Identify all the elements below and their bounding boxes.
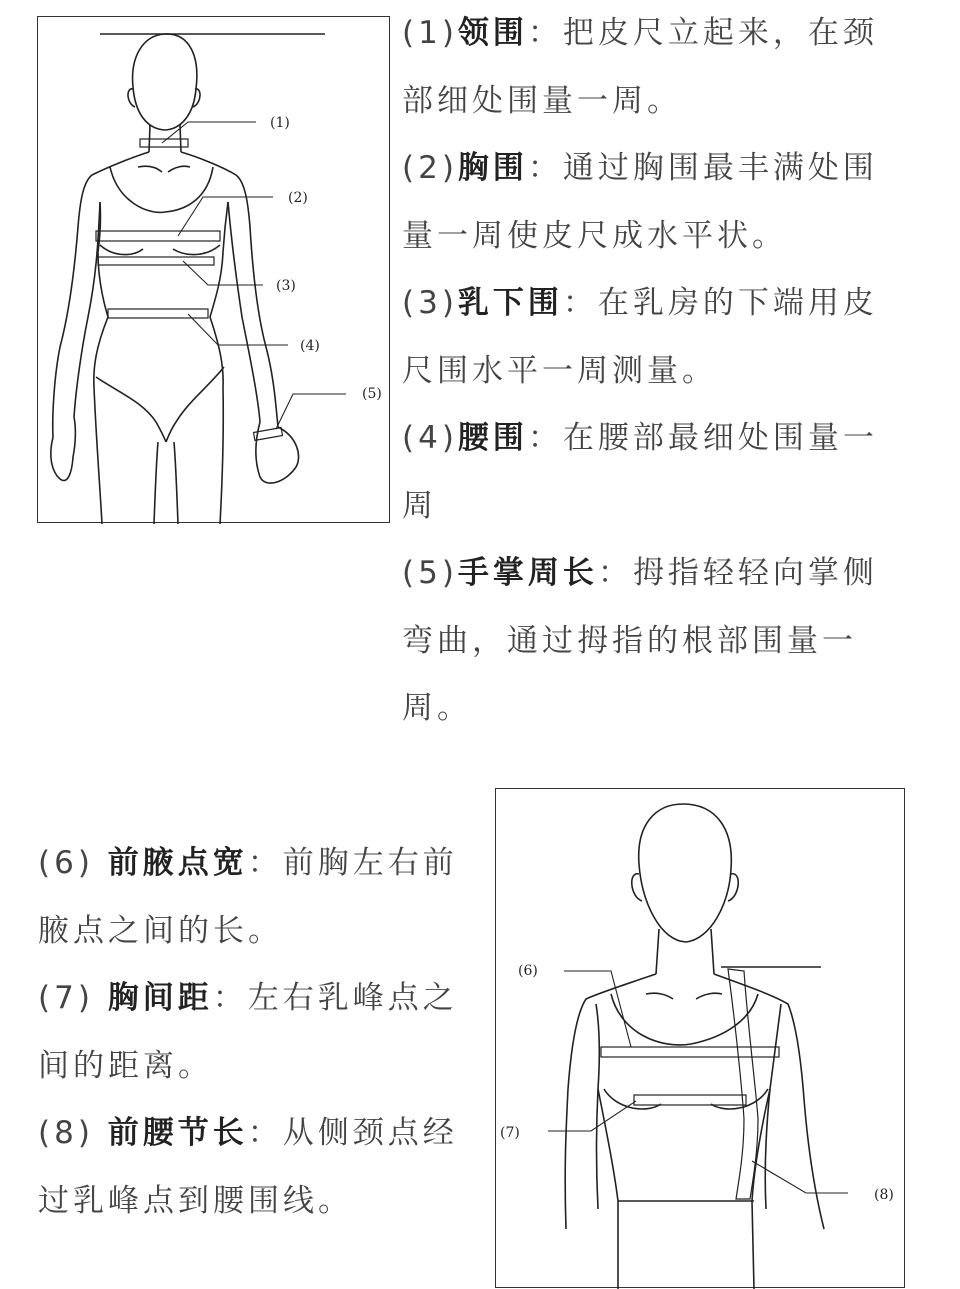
item-separator: ：	[562, 285, 598, 321]
figure-label-8: (8)	[874, 1187, 894, 1203]
figure-label-2: (2)	[288, 190, 308, 206]
item-term: 手掌周长	[457, 555, 598, 591]
item-term: 乳下围	[457, 285, 563, 321]
measurement-item-1	[402, 0, 907, 135]
item-separator: ：	[247, 845, 283, 881]
figure-label-5: (5)	[362, 386, 382, 402]
item-term: 领围	[457, 15, 528, 51]
measurement-item-7	[38, 965, 478, 1100]
item-separator: ：	[527, 15, 563, 51]
measurement-item-4	[402, 405, 907, 540]
item-description: 把皮尺立起来，在颈部细处围量一周。	[402, 15, 878, 119]
figure-label-4: (4)	[300, 338, 320, 354]
measurement-descriptions-1	[402, 0, 907, 743]
body-outline-illustration-1	[38, 17, 391, 524]
item-number: (1)	[402, 15, 458, 51]
figure-label-6: (6)	[518, 963, 538, 979]
measurement-item-8	[38, 1100, 478, 1235]
item-number: (6)	[38, 845, 108, 881]
measurement-item-6	[38, 830, 478, 965]
figure-label-3: (3)	[276, 278, 296, 294]
item-separator: ：	[212, 980, 248, 1016]
figure-label-7: (7)	[500, 1125, 520, 1141]
measurement-item-2	[402, 135, 907, 270]
body-measurement-figure-1	[37, 16, 390, 523]
item-number: (2)	[402, 150, 458, 186]
item-description: 通过胸围最丰满处围量一周使皮尺成水平状。	[402, 150, 878, 254]
body-outline-illustration-2	[496, 789, 906, 1289]
item-description: 左右乳峰点之间的距离。	[38, 980, 458, 1084]
item-separator: ：	[247, 1115, 283, 1151]
item-number: (4)	[402, 420, 458, 456]
item-number: (3)	[402, 285, 458, 321]
item-description: 拇指轻轻向掌侧弯曲，通过拇指的根部围量一周。	[402, 555, 878, 726]
item-term: 前腰节长	[107, 1115, 248, 1151]
item-separator: ：	[527, 420, 563, 456]
item-description: 在腰部最细处围量一周	[402, 420, 878, 524]
item-separator: ：	[527, 150, 563, 186]
measurement-item-3	[402, 270, 907, 405]
item-number: (8)	[38, 1115, 108, 1151]
item-term: 腰围	[457, 420, 528, 456]
item-description: 在乳房的下端用皮尺围水平一周测量。	[402, 285, 878, 389]
item-term: 胸间距	[107, 980, 213, 1016]
item-separator: ：	[597, 555, 633, 591]
item-number: (5)	[402, 555, 458, 591]
figure-label-1: (1)	[270, 115, 290, 131]
item-number: (7)	[38, 980, 108, 1016]
measurement-item-5	[402, 540, 907, 743]
measurement-descriptions-2	[38, 830, 478, 1235]
item-description: 前胸左右前腋点之间的长。	[38, 845, 458, 949]
body-measurement-figure-2	[495, 788, 905, 1288]
item-term: 前腋点宽	[107, 845, 248, 881]
item-description: 从侧颈点经过乳峰点到腰围线。	[38, 1115, 458, 1219]
item-term: 胸围	[457, 150, 528, 186]
